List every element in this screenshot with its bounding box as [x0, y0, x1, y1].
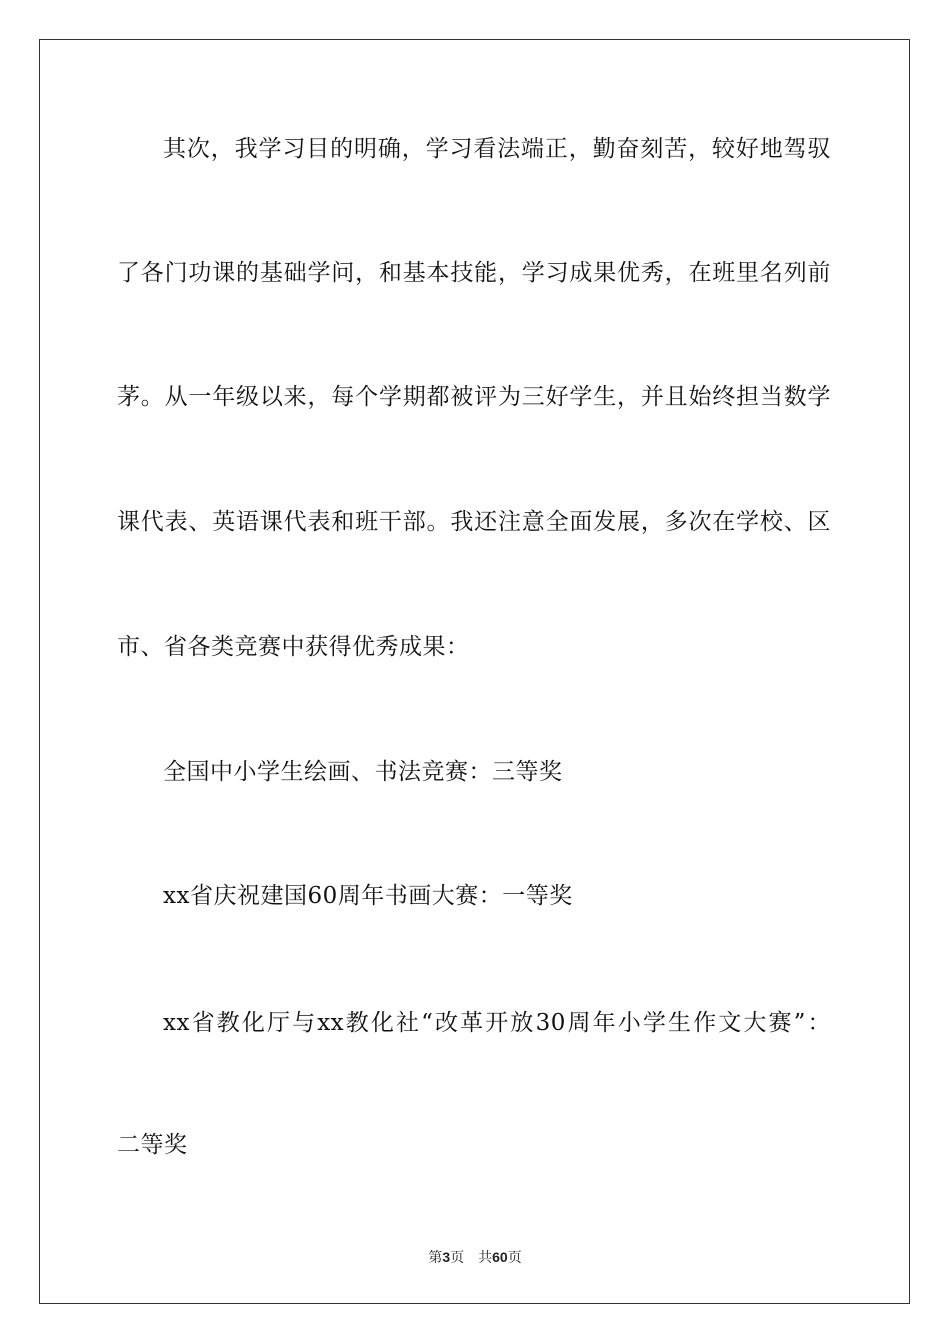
paragraph-line-4: 课代表、英语课代表和班干部。我还注意全面发展，多次在学校、区 [117, 509, 831, 535]
page-border [39, 39, 910, 1304]
award-line-2: xx省庆祝建国60周年书画大赛：一等奖 [163, 883, 573, 909]
footer-suffix: 页 [507, 1250, 522, 1266]
footer-page-number: 3 [442, 1249, 451, 1265]
footer-prefix: 第 [428, 1250, 443, 1266]
page-footer [0, 1247, 950, 1268]
award-line-3: xx省教化厅与xx教化社“改革开放30周年小学生作文大赛”： [163, 1010, 831, 1036]
paragraph-line-1: 其次，我学习目的明确，学习看法端正，勤奋刻苦，较好地驾驭 [163, 136, 831, 162]
paragraph-line-3: 茅。从一年级以来，每个学期都被评为三好学生，并且始终担当数学 [117, 384, 831, 410]
paragraph-line-2: 了各门功课的基础学问，和基本技能，学习成果优秀，在班里名列前 [117, 260, 831, 286]
award-line-3-continued: 二等奖 [117, 1132, 188, 1158]
paragraph-line-5: 市、省各类竞赛中获得优秀成果： [117, 634, 470, 660]
footer-middle: 页 共 [450, 1250, 493, 1266]
award-line-1: 全国中小学生绘画、书法竞赛：三等奖 [163, 759, 563, 785]
footer-total-pages: 60 [492, 1249, 508, 1265]
